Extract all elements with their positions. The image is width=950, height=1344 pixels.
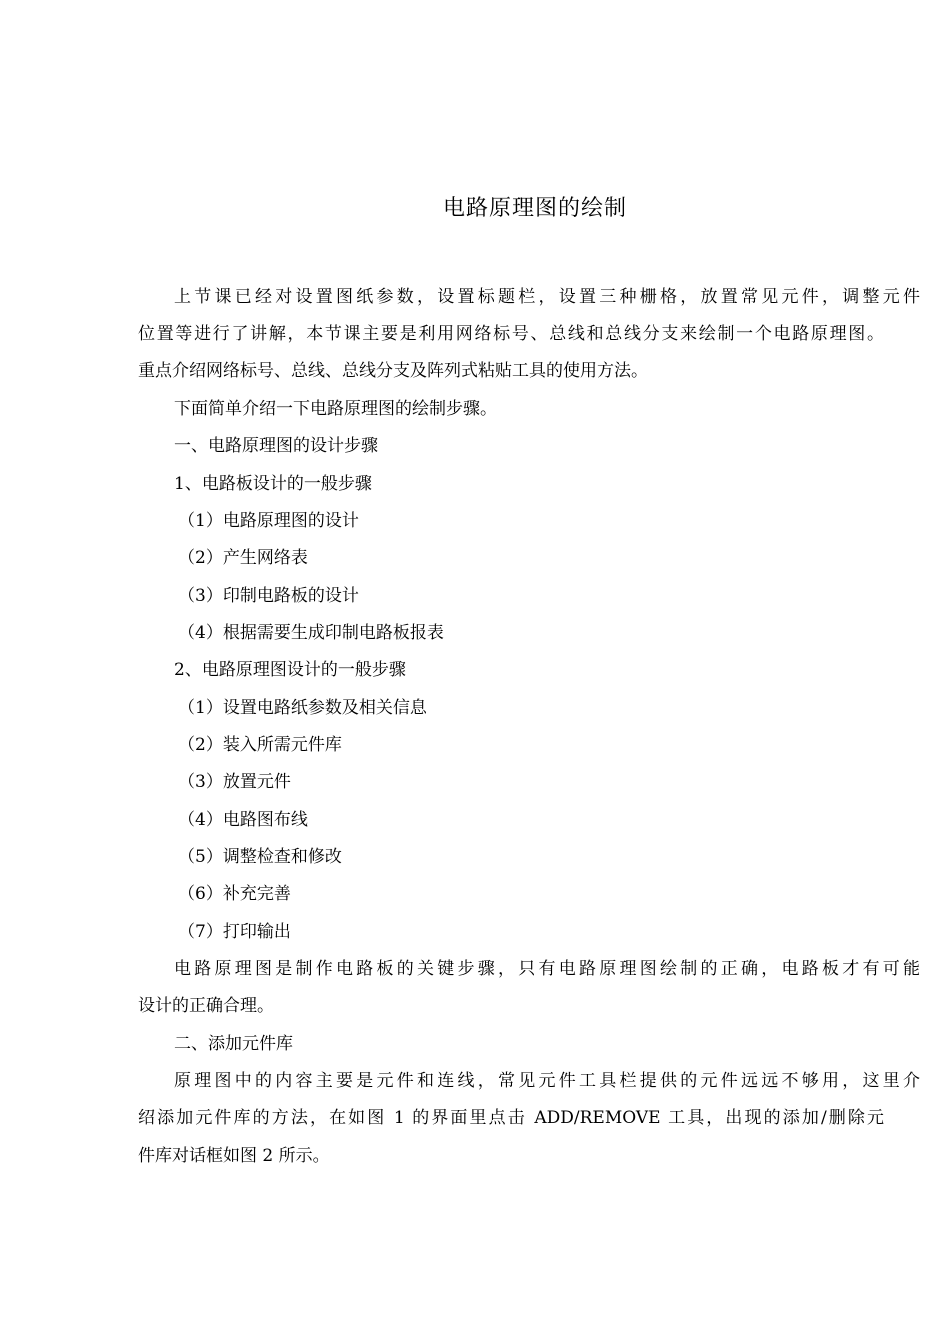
list-item: （1）电路原理图的设计	[178, 511, 359, 531]
list-item: （4）根据需要生成印制电路板报表	[178, 623, 444, 643]
list-item: （3）印制电路板的设计	[178, 586, 359, 606]
section-heading-2: 二、添加元件库	[174, 1034, 293, 1054]
paragraph-3-line-1: 电路原理图是制作电路板的关键步骤，只有电路原理图绘制的正确，电路板才有可能	[174, 959, 920, 979]
paragraph-4-line-3: 件库对话框如图 2 所示。	[138, 1146, 330, 1166]
paragraph-3-line-2: 设计的正确合理。	[138, 996, 274, 1016]
section-heading-1: 一、电路原理图的设计步骤	[174, 436, 378, 456]
paragraph-1-line-3: 重点介绍网络标号、总线、总线分支及阵列式粘贴工具的使用方法。	[138, 361, 648, 381]
subsection-heading-1: 1、电路板设计的一般步骤	[174, 474, 372, 494]
list-item: （2）装入所需元件库	[178, 735, 342, 755]
paragraph-1-line-2: 位置等进行了讲解，本节课主要是利用网络标号、总线和总线分支来绘制一个电路原理图。	[138, 324, 884, 344]
list-item: （5）调整检查和修改	[178, 847, 342, 867]
list-item: （1）设置电路纸参数及相关信息	[178, 698, 427, 718]
list-item: （3）放置元件	[178, 772, 291, 792]
paragraph-1-line-1: 上节课已经对设置图纸参数，设置标题栏，设置三种栅格，放置常见元件，调整元件	[174, 287, 920, 307]
paragraph-4-line-1: 原理图中的内容主要是元件和连线，常见元件工具栏提供的元件远远不够用，这里介	[174, 1071, 920, 1091]
paragraph-4-line-2: 绍添加元件库的方法，在如图 1 的界面里点击 ADD/REMOVE 工具，出现的添加/删除元	[138, 1108, 884, 1128]
paragraph-2: 下面简单介绍一下电路原理图的绘制步骤。	[174, 399, 497, 419]
page-title: 电路原理图的绘制	[442, 196, 627, 221]
list-item: （6）补充完善	[178, 884, 291, 904]
list-item: （2）产生网络表	[178, 548, 308, 568]
subsection-heading-2: 2、电路原理图设计的一般步骤	[174, 660, 406, 680]
list-item: （4）电路图布线	[178, 810, 308, 830]
list-item: （7）打印输出	[178, 922, 291, 942]
